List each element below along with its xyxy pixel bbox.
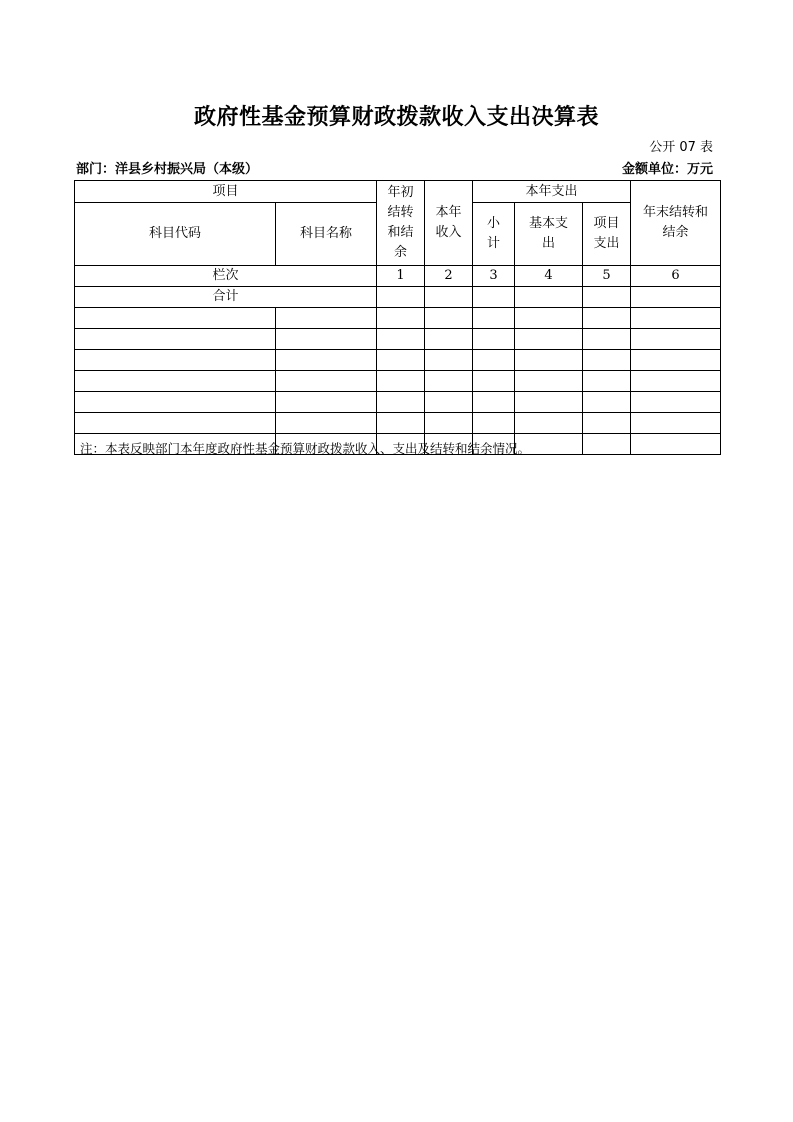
header-begin-balance [377,181,425,266]
amount-unit-label: 金额单位：万元 [621,162,713,177]
table-cell [583,392,631,413]
table-cell [631,350,721,371]
column-number: 6 [631,266,721,287]
column-number-row [75,266,721,287]
table-cell [473,350,515,371]
column-number-label: 栏次 [75,266,377,287]
table-cell [473,392,515,413]
form-number: 公开 07 表 [649,140,713,155]
table-cell [377,350,425,371]
table-cell [425,371,473,392]
table-cell [631,371,721,392]
table-cell [425,308,473,329]
table-cell [425,287,473,308]
table-cell [276,329,377,350]
column-number: 5 [583,266,631,287]
header-project: 项目 [75,181,377,203]
table-cell [515,371,583,392]
header-current-income-text: 本年收入 [435,205,462,240]
table-cell [515,329,583,350]
page-title: 政府性基金预算财政拨款收入支出决算表 [193,105,599,130]
table-cell [276,413,377,434]
column-number: 4 [515,266,583,287]
table-row [75,392,721,413]
table-cell [276,350,377,371]
table-cell [377,329,425,350]
table-cell [75,308,276,329]
table-cell [631,287,721,308]
header-subtotal-text: 小计 [487,216,501,251]
table-cell [425,413,473,434]
table-cell [377,413,425,434]
table-cell [276,371,377,392]
table-cell [473,308,515,329]
table-cell [425,329,473,350]
table-cell [631,329,721,350]
header-end-balance [631,181,721,266]
table-cell [631,392,721,413]
header-current-expense: 本年支出 [473,181,631,203]
table-cell [583,434,631,455]
header-subject-code: 科目代码 [75,203,276,266]
table-row [75,371,721,392]
table-cell [583,329,631,350]
table-cell [583,308,631,329]
table-cell [75,350,276,371]
table-cell [583,287,631,308]
header-project-expense [583,203,631,266]
table-cell [583,371,631,392]
table-cell [75,371,276,392]
header-begin-balance-text: 年初结转和结余 [387,185,414,260]
table-cell [377,392,425,413]
header-current-income [425,181,473,266]
table-cell [473,287,515,308]
total-row [75,287,721,308]
table-cell [276,392,377,413]
table-cell [473,413,515,434]
table-cell [473,329,515,350]
table-cell [276,308,377,329]
budget-table [74,180,721,455]
table-row [75,413,721,434]
header-end-balance-text: 年末结转和结余 [643,205,709,240]
table-cell [425,392,473,413]
table-cell [515,413,583,434]
table-cell [631,434,721,455]
header-basic-expense [515,203,583,266]
column-number: 1 [377,266,425,287]
footnote: 注：本表反映部门本年度政府性基金预算财政拨款收入、支出及结转和结余情况。 [80,441,531,456]
table-row [75,308,721,329]
table-cell [75,329,276,350]
total-label: 合计 [75,287,377,308]
header-basic-expense-text: 基本支出 [529,216,569,251]
table-cell [515,287,583,308]
table-cell [425,350,473,371]
table-cell [377,287,425,308]
table-row [75,329,721,350]
table-cell [583,413,631,434]
table-cell [631,308,721,329]
table-row [75,350,721,371]
column-number: 3 [473,266,515,287]
table-cell [631,413,721,434]
department-label: 部门：洋县乡村振兴局（本级） [76,162,259,177]
header-subject-name: 科目名称 [276,203,377,266]
header-project-expense-text: 项目支出 [593,216,620,251]
header-subtotal [473,203,515,266]
table-cell [377,308,425,329]
table-cell [377,371,425,392]
table-cell [583,350,631,371]
table-cell [515,350,583,371]
table-cell [515,308,583,329]
table-cell [75,392,276,413]
column-number: 2 [425,266,473,287]
table-cell [75,413,276,434]
table-cell [515,392,583,413]
table-cell [473,371,515,392]
